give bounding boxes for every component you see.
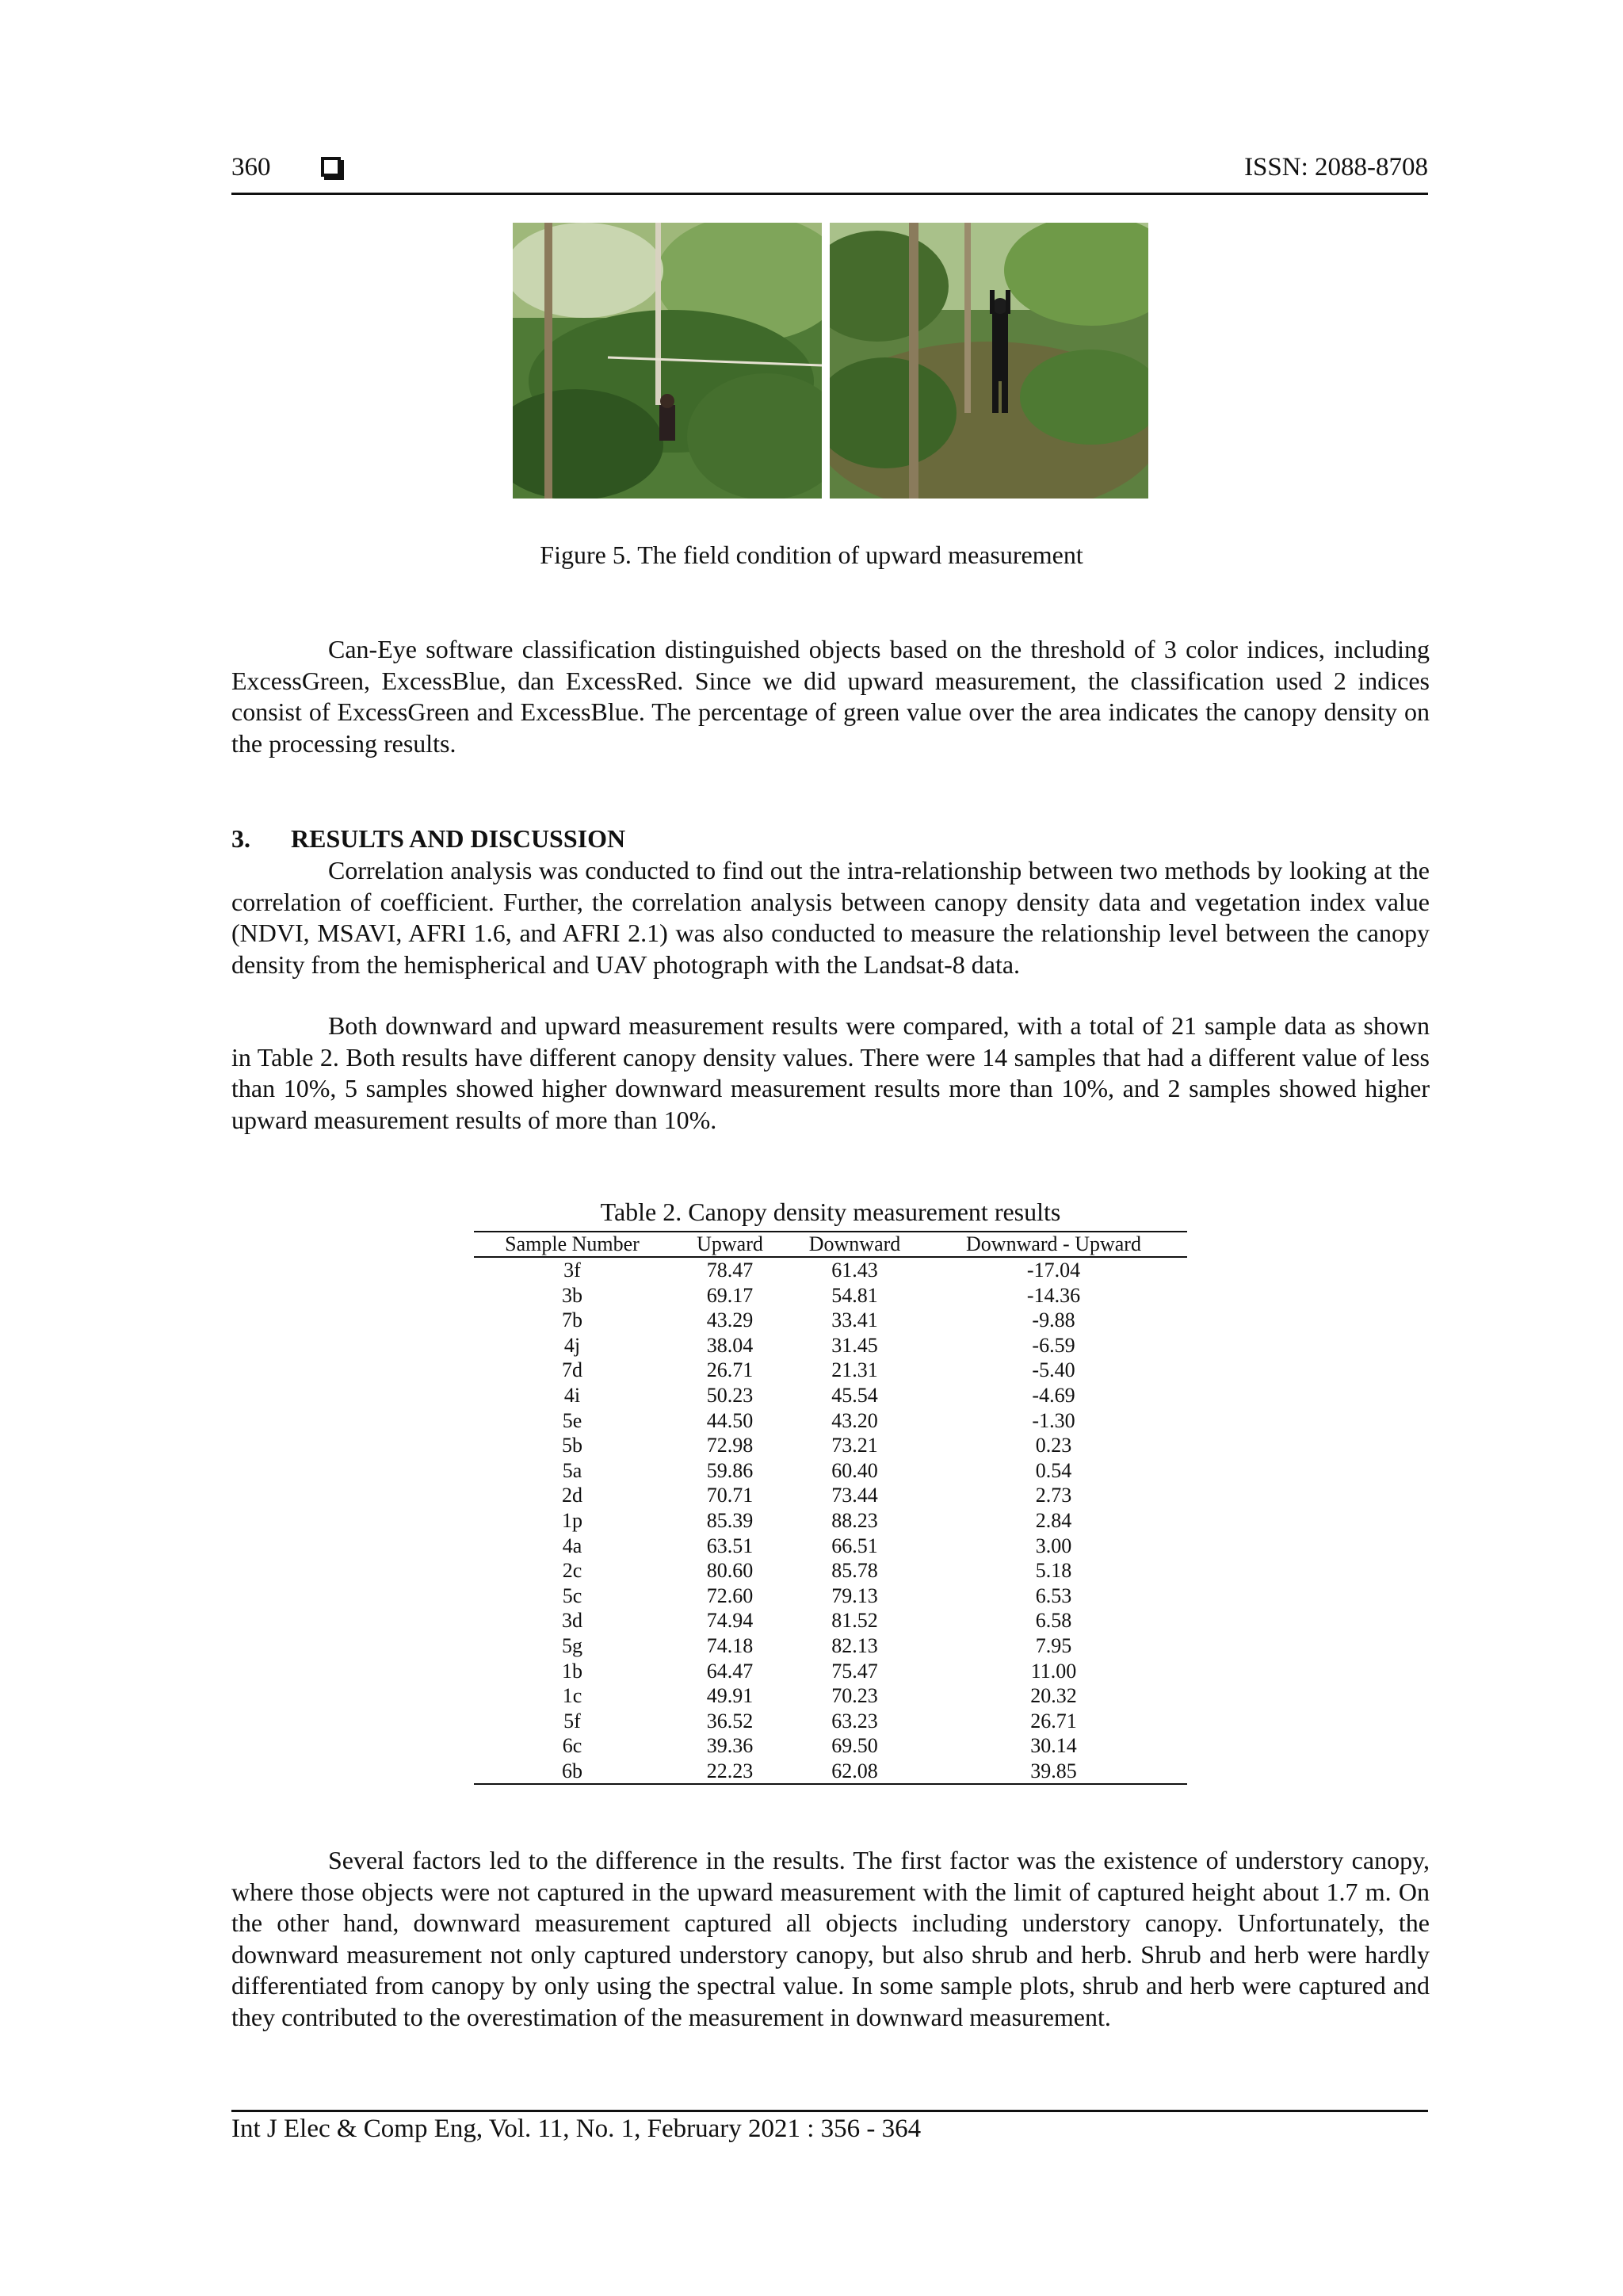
table-cell: 5e — [562, 1408, 582, 1432]
table-row — [474, 1257, 1187, 1283]
table-cell: 75.47 — [831, 1659, 878, 1683]
table-cell: 5f — [563, 1709, 581, 1733]
table-cell: 64.47 — [706, 1659, 754, 1683]
table-cell: 59.86 — [706, 1458, 754, 1482]
column-header: Sample Number — [474, 1232, 670, 1257]
table-cell: 73.44 — [831, 1484, 878, 1507]
table-cell: 5c — [562, 1584, 582, 1607]
table-cell: 5g — [562, 1633, 582, 1657]
column-header: Upward — [670, 1232, 789, 1257]
table-cell: 70.71 — [706, 1484, 754, 1507]
table-cell: 31.45 — [831, 1333, 878, 1357]
table-row — [474, 1433, 1187, 1458]
table-cell: 2.73 — [1035, 1484, 1072, 1507]
table-cell: 3d — [562, 1609, 582, 1633]
table-row — [474, 1483, 1187, 1508]
table-cell: 60.40 — [831, 1458, 878, 1482]
table-cell: 85.78 — [831, 1559, 878, 1583]
table-cell: 6b — [474, 1759, 670, 1785]
paragraph — [231, 1010, 1430, 1136]
table-cell: 1b — [562, 1659, 582, 1683]
data-table — [474, 1231, 1187, 1785]
paragraph-text: Both downward and upward measurement results were compared, with a total of 21 sample data as shown in Table 2. Both results have different canopy density values. There were 14 samples that had a different value of less than 10%, 5 samples showed higher downward measurement results more than 10%, and 2 samples showed higher upward measurement results of more than 10%. — [231, 1011, 1430, 1134]
table-row — [474, 1633, 1187, 1659]
table-cell: 4i — [563, 1383, 581, 1407]
table-cell: 33.41 — [831, 1308, 878, 1332]
table-cell: 70.23 — [831, 1684, 878, 1708]
table-cell: 3b — [562, 1283, 582, 1307]
table-row — [474, 1358, 1187, 1383]
table-cell: 2c — [562, 1559, 582, 1583]
table-cell: -6.59 — [1032, 1333, 1075, 1357]
table-cell: 0.54 — [1035, 1458, 1072, 1482]
page-number: 360 — [231, 153, 271, 181]
table-row — [474, 1584, 1187, 1609]
table-cell: 36.52 — [706, 1709, 754, 1733]
field-photo-left — [513, 223, 822, 499]
table-cell: 7.95 — [1035, 1633, 1072, 1657]
table-cell: 5b — [562, 1434, 582, 1457]
table-cell: 88.23 — [831, 1508, 878, 1532]
table-row — [474, 1759, 1187, 1785]
table-row — [474, 1283, 1187, 1308]
table-row — [474, 1408, 1187, 1434]
section-title: RESULTS AND DISCUSSION — [291, 824, 626, 853]
section-number: 3. — [231, 824, 250, 853]
column-header: Downward - Upward — [920, 1232, 1187, 1257]
checkbox-square-icon — [321, 157, 341, 177]
table-cell: 5a — [562, 1458, 582, 1482]
table-row — [474, 1308, 1187, 1333]
footer-citation: Int J Elec & Comp Eng, Vol. 11, No. 1, February 2021 : 356 - 364 — [231, 2115, 922, 2143]
paragraph — [231, 1845, 1430, 2033]
table-header-row — [474, 1232, 1187, 1257]
table-cell: 54.81 — [831, 1283, 878, 1307]
table-cell: 3f — [563, 1259, 581, 1282]
table-row — [474, 1683, 1187, 1709]
table-cell: 6.58 — [1035, 1609, 1072, 1633]
table-cell: 22.23 — [670, 1759, 789, 1785]
paragraph — [231, 634, 1430, 759]
table-cell: 39.85 — [920, 1759, 1187, 1785]
table-cell: 4j — [563, 1333, 581, 1357]
table-cell: 79.13 — [831, 1584, 878, 1607]
table-cell: 3.00 — [1035, 1534, 1072, 1557]
table-cell: 6c — [562, 1734, 582, 1758]
table-cell: -14.36 — [1026, 1283, 1081, 1307]
table-cell: 1p — [562, 1508, 582, 1532]
table-caption: Table 2. Canopy density measurement results — [600, 1198, 1061, 1226]
table-cell: 2d — [562, 1484, 582, 1507]
table-cell: 50.23 — [706, 1383, 754, 1407]
table-cell: -17.04 — [1026, 1259, 1081, 1282]
table-cell: 74.94 — [706, 1609, 754, 1633]
table-row — [474, 1508, 1187, 1534]
table-cell: 0.23 — [1035, 1434, 1072, 1457]
table-cell: 69.50 — [831, 1734, 878, 1758]
table-cell: 49.91 — [706, 1684, 754, 1708]
table-cell: 4a — [562, 1534, 582, 1557]
table-cell: 44.50 — [706, 1408, 754, 1432]
table-cell: 45.54 — [831, 1383, 878, 1407]
table-cell: -4.69 — [1032, 1383, 1075, 1407]
table-cell: 66.51 — [831, 1534, 878, 1557]
table-cell: -9.88 — [1032, 1308, 1075, 1332]
table-cell: -1.30 — [1032, 1408, 1075, 1432]
table-cell: 82.13 — [831, 1633, 878, 1657]
table-row — [474, 1608, 1187, 1633]
table-row — [474, 1659, 1187, 1684]
table-cell: 63.51 — [706, 1534, 754, 1557]
table-cell: 21.31 — [831, 1358, 878, 1382]
table-row — [474, 1458, 1187, 1484]
table-row — [474, 1383, 1187, 1408]
table-cell: 63.23 — [831, 1709, 878, 1733]
table-cell: 73.21 — [831, 1434, 878, 1457]
table-cell: 62.08 — [789, 1759, 920, 1785]
table-cell: 26.71 — [1030, 1709, 1077, 1733]
table-cell: 78.47 — [706, 1259, 754, 1282]
table-cell: 80.60 — [706, 1559, 754, 1583]
table-cell: 61.43 — [831, 1259, 878, 1282]
table-cell: 5.18 — [1035, 1559, 1072, 1583]
table-cell: 39.36 — [706, 1734, 754, 1758]
section-heading — [231, 824, 625, 854]
table-cell: 30.14 — [1030, 1734, 1077, 1758]
table-cell: 85.39 — [706, 1508, 754, 1532]
header-rule — [231, 193, 1428, 195]
paragraph-text: Correlation analysis was conducted to find out the intra-relationship between two methods by looking at the correlation of coefficient. Further, the correlation analysis between canopy density data and vegetation index value (NDVI, MSAVI, AFRI 1.6, and AFRI 2.1) was also conducted to measure the relationship level between the canopy density from the hemispherical and UAV photograph with the Landsat-8 data. — [231, 856, 1430, 979]
table-cell: 7d — [562, 1358, 582, 1382]
paragraph — [231, 855, 1430, 980]
table-cell: 20.32 — [1030, 1684, 1077, 1708]
table-cell: 2.84 — [1035, 1508, 1072, 1532]
table-row — [474, 1558, 1187, 1584]
table-cell: 43.20 — [831, 1408, 878, 1432]
table-row — [474, 1534, 1187, 1559]
figure-caption: Figure 5. The field condition of upward measurement — [540, 541, 1083, 569]
table-cell: 74.18 — [706, 1633, 754, 1657]
paragraph-text: Several factors led to the difference in the results. The first factor was the existence of understory canopy, where those objects were not captured in the upward measurement with the limit of captured height about 1.7 m. On the other hand, downward measurement captured all objects including understory canopy. Unfortunately, the downward measurement not only captured understory canopy, but also shrub and herb. Shrub and herb were hardly differentiated from canopy by only using the spectral value. In some sample plots, shrub and herb were captured and they contributed to the overestimation of the measurement in downward measurement. — [231, 1846, 1430, 2031]
table-row — [474, 1733, 1187, 1759]
field-photo-right — [830, 223, 1148, 499]
table-cell: 72.60 — [706, 1584, 754, 1607]
table-cell: -5.40 — [1032, 1358, 1075, 1382]
column-header: Downward — [789, 1232, 920, 1257]
table-row — [474, 1333, 1187, 1358]
issn: ISSN: 2088-8708 — [1244, 153, 1428, 181]
table-row — [474, 1709, 1187, 1734]
table-cell: 69.17 — [706, 1283, 754, 1307]
table-cell: 43.29 — [706, 1308, 754, 1332]
table-cell: 26.71 — [706, 1358, 754, 1382]
table-cell: 11.00 — [1030, 1659, 1077, 1683]
paragraph-text: Can-Eye software classification distinguished objects based on the threshold of 3 color indices, including ExcessGreen, ExcessBlue, dan ExcessRed. Since we did upward measurement, the classification used 2 indices consist of ExcessGreen and ExcessBlue. The percentage of green value over the area indicates the canopy density on the processing results. — [231, 635, 1430, 758]
table-cell: 7b — [562, 1308, 582, 1332]
table-cell: 38.04 — [706, 1333, 754, 1357]
footer-rule — [231, 2110, 1428, 2112]
table-cell: 1c — [562, 1684, 582, 1708]
table-cell: 81.52 — [831, 1609, 878, 1633]
table-cell: 72.98 — [706, 1434, 754, 1457]
table-cell: 6.53 — [1035, 1584, 1072, 1607]
